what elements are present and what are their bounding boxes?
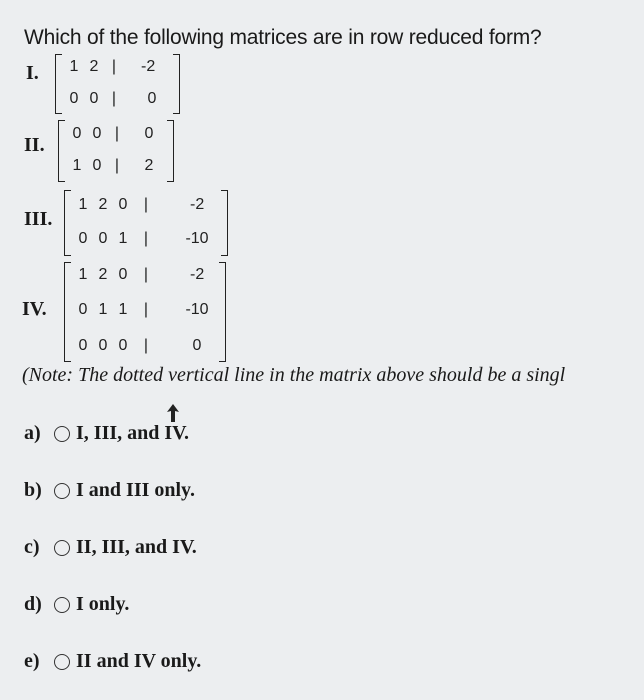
matrix-label-1: I.: [26, 62, 39, 84]
matrix-label-4: IV.: [22, 298, 47, 320]
option-letter: a): [24, 422, 41, 444]
matrix-cell: -2: [141, 58, 156, 75]
matrix-cell: 0: [92, 125, 102, 142]
matrix-3-row: [64, 230, 228, 250]
matrix-cell: 1: [118, 301, 128, 318]
option-letter: e): [24, 650, 40, 672]
matrix-2-row: [58, 125, 174, 145]
matrix-cell: 1: [98, 301, 108, 318]
option-label: II, III, and IV.: [76, 536, 197, 558]
matrix-3: [64, 190, 228, 256]
matrix-cell: 1: [78, 266, 88, 283]
note-text: (Note: The dotted vertical line in the matrix above should be a singl: [22, 364, 566, 386]
option-label: I only.: [76, 593, 130, 615]
matrix-cell: 0: [92, 157, 102, 174]
matrix-cell: 0: [89, 90, 99, 107]
option-label: I, III, and IV.: [76, 422, 190, 444]
matrix-separator: |: [143, 337, 149, 354]
matrix-1: [55, 54, 180, 114]
radio-button[interactable]: [54, 540, 70, 556]
matrix-cell: -10: [185, 301, 209, 318]
radio-button[interactable]: [54, 483, 70, 499]
matrix-cell: 1: [78, 196, 88, 213]
matrix-2-row: [58, 157, 174, 177]
matrix-separator: |: [111, 90, 117, 107]
option-c[interactable]: [24, 536, 197, 559]
matrix-separator: |: [143, 266, 149, 283]
radio-button[interactable]: [54, 597, 70, 613]
option-label: II and IV only.: [76, 650, 202, 672]
matrix-cell: 0: [72, 125, 82, 142]
matrix-cell: 0: [78, 337, 88, 354]
matrix-label-3: III.: [24, 208, 53, 230]
matrix-2: [58, 120, 174, 182]
option-letter: b): [24, 479, 42, 501]
matrix-cell: 0: [144, 125, 154, 142]
matrix-cell: 0: [147, 90, 157, 107]
matrix-cell: 0: [118, 266, 128, 283]
matrix-cell: -10: [185, 230, 209, 247]
option-e[interactable]: [24, 650, 201, 673]
option-letter: c): [24, 536, 40, 558]
matrix-cell: -2: [190, 196, 205, 213]
matrix-cell: 0: [98, 230, 108, 247]
matrix-cell: 2: [144, 157, 154, 174]
matrix-cell: 0: [69, 90, 79, 107]
matrix-cell: 0: [118, 337, 128, 354]
matrix-cell: 2: [89, 58, 99, 75]
matrix-separator: |: [114, 157, 120, 174]
matrix-cell: 1: [72, 157, 82, 174]
matrix-cell: 0: [78, 230, 88, 247]
matrix-label-2: II.: [24, 134, 45, 156]
option-label: I and III only.: [76, 479, 195, 501]
matrix-cell: 0: [78, 301, 88, 318]
matrix-1-row: [55, 90, 180, 110]
matrix-4-row: [64, 301, 226, 321]
matrix-1-row: [55, 58, 180, 78]
matrix-separator: |: [111, 58, 117, 75]
matrix-cell: -2: [190, 266, 205, 283]
matrix-separator: |: [143, 301, 149, 318]
matrix-cell: 2: [98, 196, 108, 213]
option-a[interactable]: [24, 422, 189, 445]
matrix-cell: 1: [69, 58, 79, 75]
matrix-3-row: [64, 196, 228, 216]
matrix-4-row: [64, 337, 226, 357]
matrix-cell: 1: [118, 230, 128, 247]
matrix-cell: 0: [192, 337, 202, 354]
radio-button[interactable]: [54, 426, 70, 442]
matrix-cell: 2: [98, 266, 108, 283]
matrix-cell: 0: [98, 337, 108, 354]
option-b[interactable]: [24, 479, 195, 502]
question-text: Which of the following matrices are in row reduced form?: [24, 26, 542, 49]
radio-button[interactable]: [54, 654, 70, 670]
matrix-4-row: [64, 266, 226, 286]
mouse-cursor-icon: [167, 404, 179, 422]
option-letter: d): [24, 593, 42, 615]
matrix-4: [64, 262, 226, 362]
matrix-cell: 0: [118, 196, 128, 213]
option-d[interactable]: [24, 593, 129, 616]
matrix-separator: |: [114, 125, 120, 142]
matrix-separator: |: [143, 196, 149, 213]
matrix-separator: |: [143, 230, 149, 247]
